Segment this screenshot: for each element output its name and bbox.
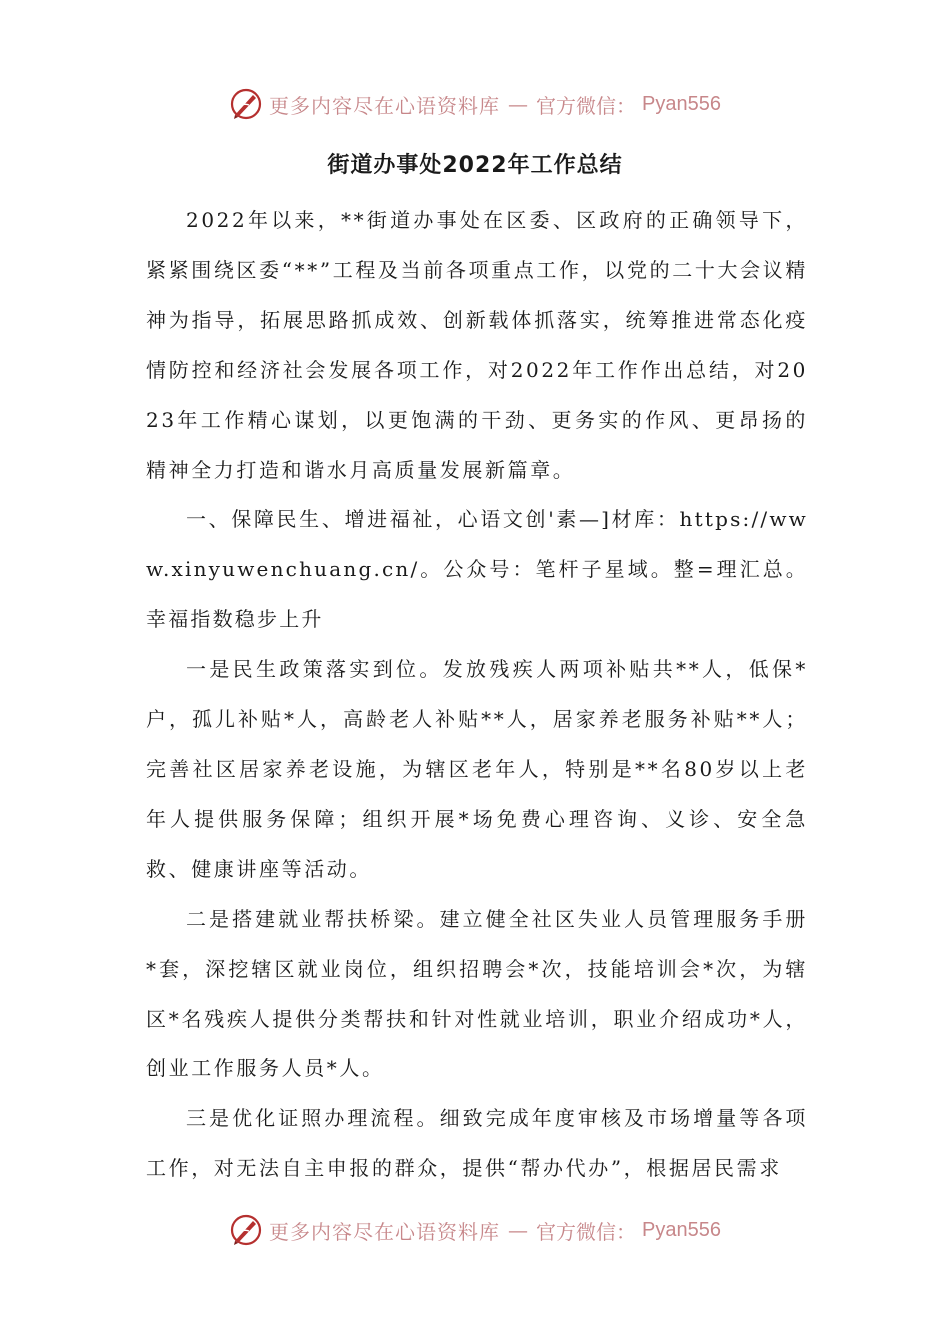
- paragraph-item-1: 一是民生政策落实到位。发放残疾人两项补贴共**人，低保*户，孤儿补贴*人，高龄老人补贴**人，居家养老服务补贴**人；完善社区居家养老设施，为辖区老年人，特别是**名80岁以上老年人提供服务保障；组织开展*场免费心理咨询、义诊、安全急救、健康讲座等活动。: [146, 657, 808, 881]
- watermark-banner-bottom: [0, 1206, 950, 1254]
- watermark-text: 更多内容尽在心语资料库: [269, 1219, 501, 1244]
- watermark-wechat-label: 官方微信：: [536, 1219, 637, 1244]
- document-body: [146, 196, 808, 1194]
- watermark-banner-top: [0, 80, 950, 128]
- watermark-separator: —: [508, 92, 529, 116]
- watermark-group: [229, 87, 721, 121]
- pen-logo-icon: [229, 87, 263, 121]
- watermark-group: [229, 1213, 721, 1247]
- paragraph-section-heading: 一、保障民生、增进福祉，心语文创'素—]材库：https://www.xinyuwenchuang.cn/。公众号：笔杆子星域。整=理汇总。幸福指数稳步上升: [146, 507, 808, 632]
- pen-logo-icon: [229, 1213, 263, 1247]
- document-title: 街道办事处2022年工作总结: [327, 153, 623, 178]
- watermark-wechat-id: Pyan556: [642, 92, 721, 115]
- paragraph-item-3: 三是优化证照办理流程。细致完成年度审核及市场增量等各项工作，对无法自主申报的群众，提供“帮办代办”，根据居民需求: [146, 1106, 808, 1181]
- watermark-separator: —: [508, 1218, 529, 1242]
- watermark-text: 更多内容尽在心语资料库: [269, 93, 501, 118]
- paragraph-intro: 2022年以来，**街道办事处在区委、区政府的正确领导下，紧紧围绕区委“**”工程及当前各项重点工作，以党的二十大会议精神为指导，拓展思路抓成效、创新载体抓落实，统筹推进常态化疫情防控和经济社会发展各项工作，对2022年工作作出总结，对2023年工作精心谋划，以更饱满的干劲、更务实的作风、更昂扬的精神全力打造和谐水月高质量发展新篇章。: [146, 208, 808, 482]
- paragraph-item-2: 二是搭建就业帮扶桥梁。建立健全社区失业人员管理服务手册*套，深挖辖区就业岗位，组织招聘会*次，技能培训会*次，为辖区*名残疾人提供分类帮扶和针对性就业培训，职业介绍成功*人，创业工作服务人员*人。: [146, 906, 808, 1081]
- watermark-wechat-id: Pyan556: [642, 1218, 721, 1241]
- watermark-wechat-label: 官方微信：: [536, 93, 637, 118]
